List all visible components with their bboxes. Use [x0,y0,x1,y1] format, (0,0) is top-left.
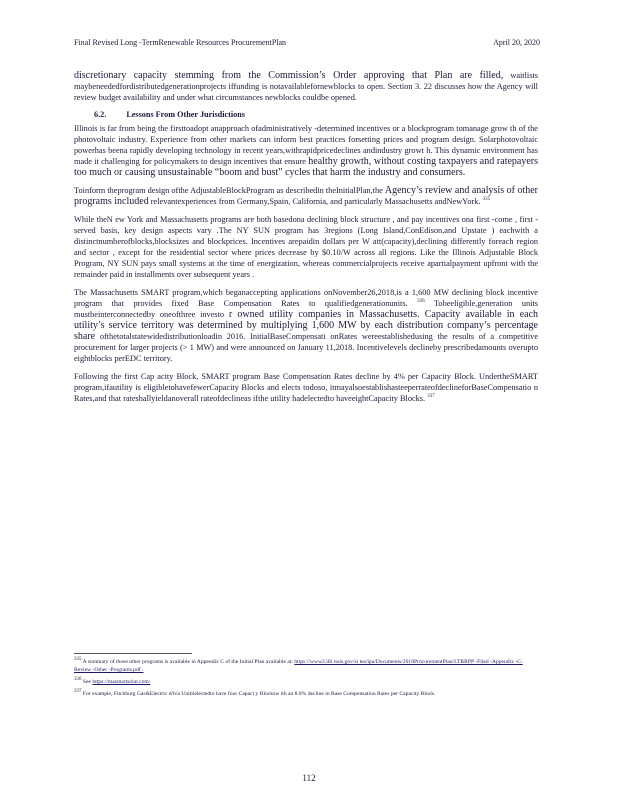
paragraph-budget [74,70,538,103]
paragraph-text: Agency’s review and analysis of other programs included [74,185,539,207]
paragraph-text: Tobeeligible,generation units mustbeinterconnectedby oneofthree investo [74,299,538,319]
footnote-ref[interactable]: 337 [427,394,435,400]
footnote-number: 335 [74,657,82,663]
paragraph-text: waitlists maybeneededfordistributedgenerationprojects iffunding is notavailablefornewblocks to open. Section 3. 22 discusses how the Agency will review budget availability and under what circumstances newblocks couldbe opened. [74,71,538,102]
page-body [74,70,538,411]
footnotes [74,658,538,702]
footnote-link[interactable]: https://www2.illi nois.gov/si tes/ipa/Documents/2018ProcurementPlan/LTRRPP -Filed -Appendix -C-Review -Other -Programs.pdf . [74,659,523,673]
paragraph-text: The Massachusetts SMART program,which beganaccepting applications onNovember26,2018,is a 1,600 MW declining block incentive program that provides fixed Base Compensation Rates to qualifiedgenerationunits. [74,288,538,308]
footnote [74,690,538,698]
footnote-link[interactable]: https://masmartsolar.com/ [92,679,151,685]
section-title: Lessons From Other Jurisdictions [126,110,245,119]
paragraph-text: discretionary capacity stemming from the Commission’s Order approving that Plan are filled, [74,70,504,81]
footnote-text: See [82,679,91,685]
paragraph-inform [74,185,538,207]
footnote [74,658,538,674]
paragraph-text: ofthetotalstatewidedistributionloadin 2016. InitialBaseCompensati onRates wereestablishedusing the results of a competitive procurement for larger projects (> 1 MW) and were announced on January 11,2018. Incentivelevels declineby prescribedamounts overupto eightblocks perEDC territory. [74,332,539,363]
header-date: April 20, 2020 [493,38,540,47]
section-heading [94,110,538,119]
footnote-text: For example, Fitchburg Gas&Electric d/b/a Unitilelectedto have four Capaci y Blocksw ith an 8.8% decline in Base Compensation Rates per Capacity Block. [82,691,436,697]
paragraph-massachusetts [74,287,538,364]
header-title: Final Revised Long -TermRenewable Resources ProcurementPlan [74,38,287,47]
paragraph-text: r owned utility companies in Massachusetts. Capacity available in each utility’s service territory was determined by multiplying 1,600 MW by each distribution company’s percentage share [74,309,539,342]
page-number: 112 [302,773,316,783]
paragraph-text: relevantexperiences from Germany,Spain, California, and particularly Massachusetts andNewYork. [150,197,481,206]
paragraph-text: Toinform theprogram design ofthe AdjustableBlockProgram as describedin theInitialPlan,the [74,186,383,195]
footnote-text: A summary of those other programs is available in Appendix C of the Initial Plan available at: [82,659,293,665]
page-header [74,38,540,47]
section-number: 6.2. [94,110,107,119]
footnote-ref[interactable]: 336 [417,299,425,305]
paragraph-smart-blocks [74,371,538,404]
paragraph-newyork: While theN ew York and Massachusetts programs are both basedona declining block structure , and pay incentives ona first -come , first -served basis, key design aspects vary .The NY SUN program has 3regions (Long Island,ConEdison,and Upstate ) eachwith a distinctnumberofblocks,blocksizes and blockprices. Incentives arepaidin dollars per W att(capacity),declining differently foreach region and sector , except for the residential sector where prices decrease by $0.10/W across all regions. Like the Illinois Adjustable Block Program, NY SUN pays small systems at the time of energization, whereas commercialprojects receive apartialpayment upfront with the remainder paid in installments over subsequent years . [74,215,538,279]
paragraph-text: Illinois is far from being the firsttoadopt anapproach ofadministratively -determined incentives or a blockprogram tomanage grow th of the photovoltaic industry. Experience from other markets can inform best practices forsetting prices and program design. Solarphotovoltaic powerhas beena rapidly developing technology in recent years,withrapidpricedeclines andindustry growt h. This dynamic environment has made it challenging for policymakers to design incentives that ensure [74,124,538,166]
footnote [74,678,538,686]
footnote-number: 336 [74,677,82,683]
footnote-number: 337 [74,689,82,695]
footnote-ref[interactable]: 335 [482,197,491,203]
footnote-divider [74,653,192,654]
paragraph-illinois [74,123,538,178]
paragraph-text: healthy growth, without costing taxpayers and ratepayers too much or causing unsustainable “boom and bust” cycles that harm the industry and consumers. [74,156,539,178]
paragraph-text: Following the first Cap acity Block, SMART program Base Compensation Rates decline by 4% per Capacity Block. UndertheSMART program,ifautility is eligibletohavefewerCapacity Blocks and elects todoso, itmayalsoestablishasteeperrateofdeclineforBaseCompensatio n Rates,and that rateshallyieldanoverall rateofdeclineas ifthe utility hadelectedto haveeightCapacity Blocks. [74,372,538,403]
